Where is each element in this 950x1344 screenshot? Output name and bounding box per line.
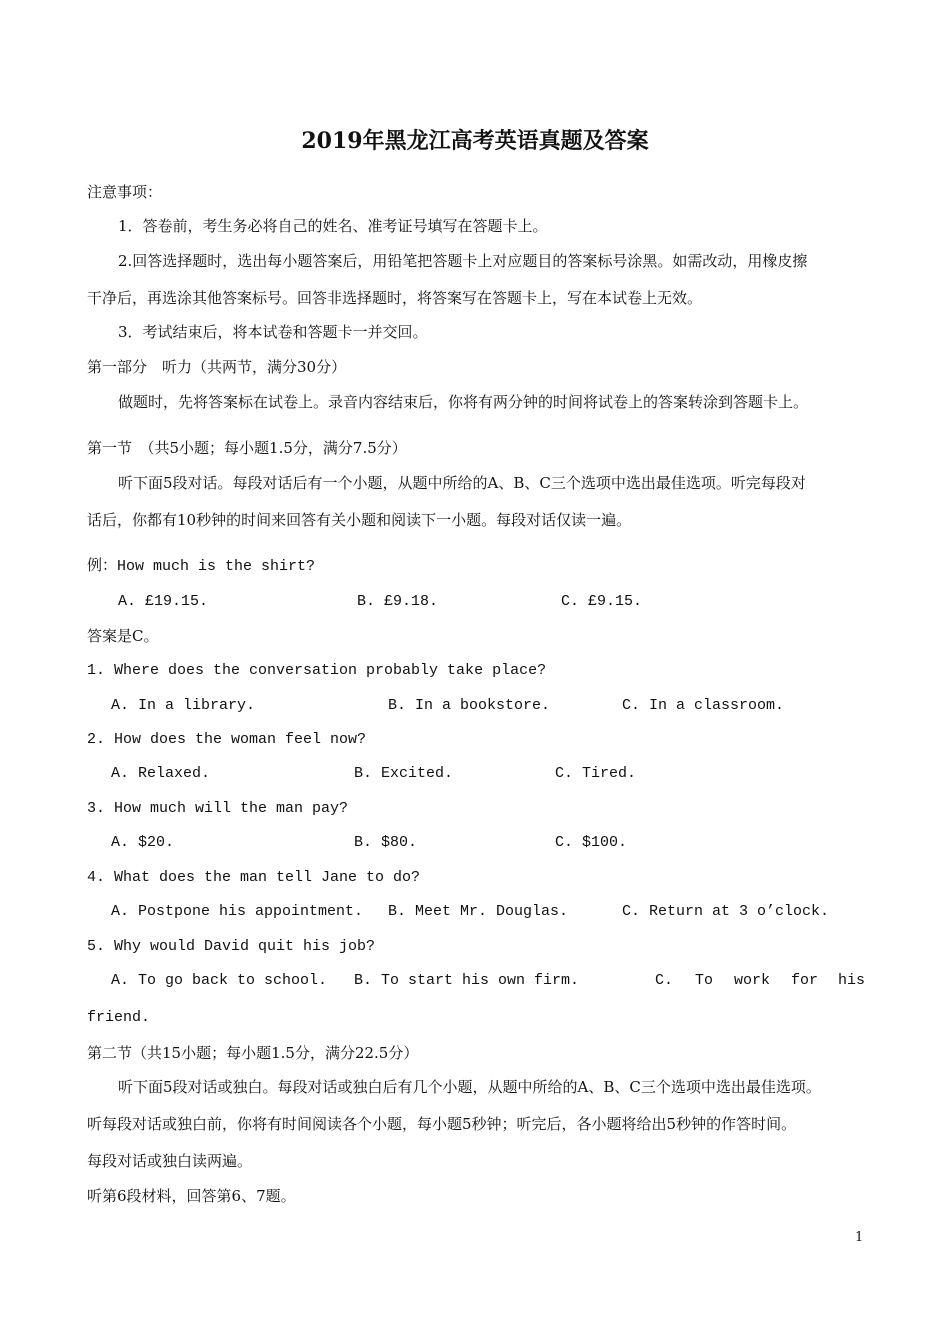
notice-item-1: 1．答卷前，考生务必将自己的姓名、准考证号填写在答题卡上。 — [118, 217, 548, 235]
page-title: 2019年黑龙江高考英语真题及答案 — [301, 128, 649, 154]
question-5: 5. Why would David quit his job? — [87, 938, 376, 955]
question-3-options — [0, 833, 950, 853]
example-option-a: A. £19.15. — [118, 593, 209, 610]
question-5-option-c-word-5: his — [838, 972, 866, 989]
section1-heading: 第一节 （共5小题；每小题1.5分，满分7.5分） — [87, 439, 407, 457]
question-5-option-c-continued: friend. — [87, 1009, 151, 1026]
notice-item-2b: 干净后，再选涂其他答案标号。回答非选择题时，将答案写在答题卡上，写在本试卷上无效。 — [87, 289, 703, 307]
question-4-options — [0, 902, 950, 922]
question-5-option-c-word-3: work — [734, 972, 771, 989]
question-2: 2. How does the woman feel now? — [87, 731, 367, 748]
example-answer: 答案是C。 — [87, 627, 159, 645]
question-5-options — [0, 971, 950, 991]
section1-instruction-a: 听下面5段对话。每段对话后有一个小题，从题中所给的A、B、C三个选项中选出最佳选项。听完每段对 — [118, 474, 806, 492]
notice-heading: 注意事项： — [87, 183, 163, 201]
section2-instruction-b: 听每段对话或独白前，你将有时间阅读各个小题，每小题5秒钟；听完后，各小题将给出5秒钟的作答时间。 — [87, 1115, 797, 1133]
question-3-option-c: C. $100. — [555, 834, 628, 851]
question-5-option-a: A. To go back to school. — [111, 972, 328, 989]
example-option-c: C. £9.15. — [561, 593, 643, 610]
question-5-option-c-word-2: To — [695, 972, 714, 989]
question-5-option-b: B. To start his own firm. — [354, 972, 580, 989]
section1-instruction-b: 话后，你都有10秒钟的时间来回答有关小题和阅读下一小题。每段对话仅读一遍。 — [87, 511, 632, 529]
section2-material: 听第6段材料，回答第6、7题。 — [87, 1187, 296, 1205]
part1-instruction: 做题时，先将答案标在试卷上。录音内容结束后，你将有两分钟的时间将试卷上的答案转涂到答题卡上。 — [118, 393, 809, 411]
question-5-option-c-word-1: C. — [655, 972, 674, 989]
question-2-options — [0, 764, 950, 784]
section2-instruction-a: 听下面5段对话或独白。每段对话或独白后有几个小题，从题中所给的A、B、C三个选项中选出最佳选项。 — [118, 1078, 821, 1096]
question-4-option-c: C. Return at 3 o’clock. — [622, 903, 830, 920]
question-3: 3. How much will the man pay? — [87, 800, 349, 817]
question-2-option-a: A. Relaxed. — [111, 765, 211, 782]
question-3-option-b: B. $80. — [354, 834, 418, 851]
section2-instruction-c: 每段对话或独白读两遍。 — [87, 1152, 253, 1170]
question-1-option-c: C. In a classroom. — [622, 697, 785, 714]
question-4-option-a: A. Postpone his appointment. — [111, 903, 364, 920]
question-4-option-b: B. Meet Mr. Douglas. — [388, 903, 569, 920]
question-2-option-b: B. Excited. — [354, 765, 454, 782]
part1-heading: 第一部分 听力（共两节，满分30分） — [87, 358, 347, 376]
section2-heading: 第二节（共15小题；每小题1.5分，满分22.5分） — [87, 1044, 419, 1062]
example-option-b: B. £9.18. — [357, 593, 439, 610]
question-1-options — [0, 696, 950, 716]
example-options — [0, 592, 950, 612]
question-5-option-c-word-4: for — [791, 972, 819, 989]
question-3-option-a: A. $20. — [111, 834, 175, 851]
question-1-option-b: B. In a bookstore. — [388, 697, 551, 714]
question-2-option-c: C. Tired. — [555, 765, 637, 782]
question-4: 4. What does the man tell Jane to do? — [87, 869, 421, 886]
page-number: 1 — [855, 1230, 864, 1245]
example-question: 例：How much is the shirt? — [87, 558, 316, 575]
notice-item-2a: 2.回答选择题时，选出每小题答案后，用铅笔把答题卡上对应题目的答案标号涂黑。如需改动，用橡皮擦 — [118, 252, 808, 270]
question-1-option-a: A. In a library. — [111, 697, 256, 714]
question-1: 1. Where does the conversation probably take place? — [87, 662, 547, 679]
notice-item-3: 3．考试结束后，将本试卷和答题卡一并交回。 — [118, 323, 428, 341]
